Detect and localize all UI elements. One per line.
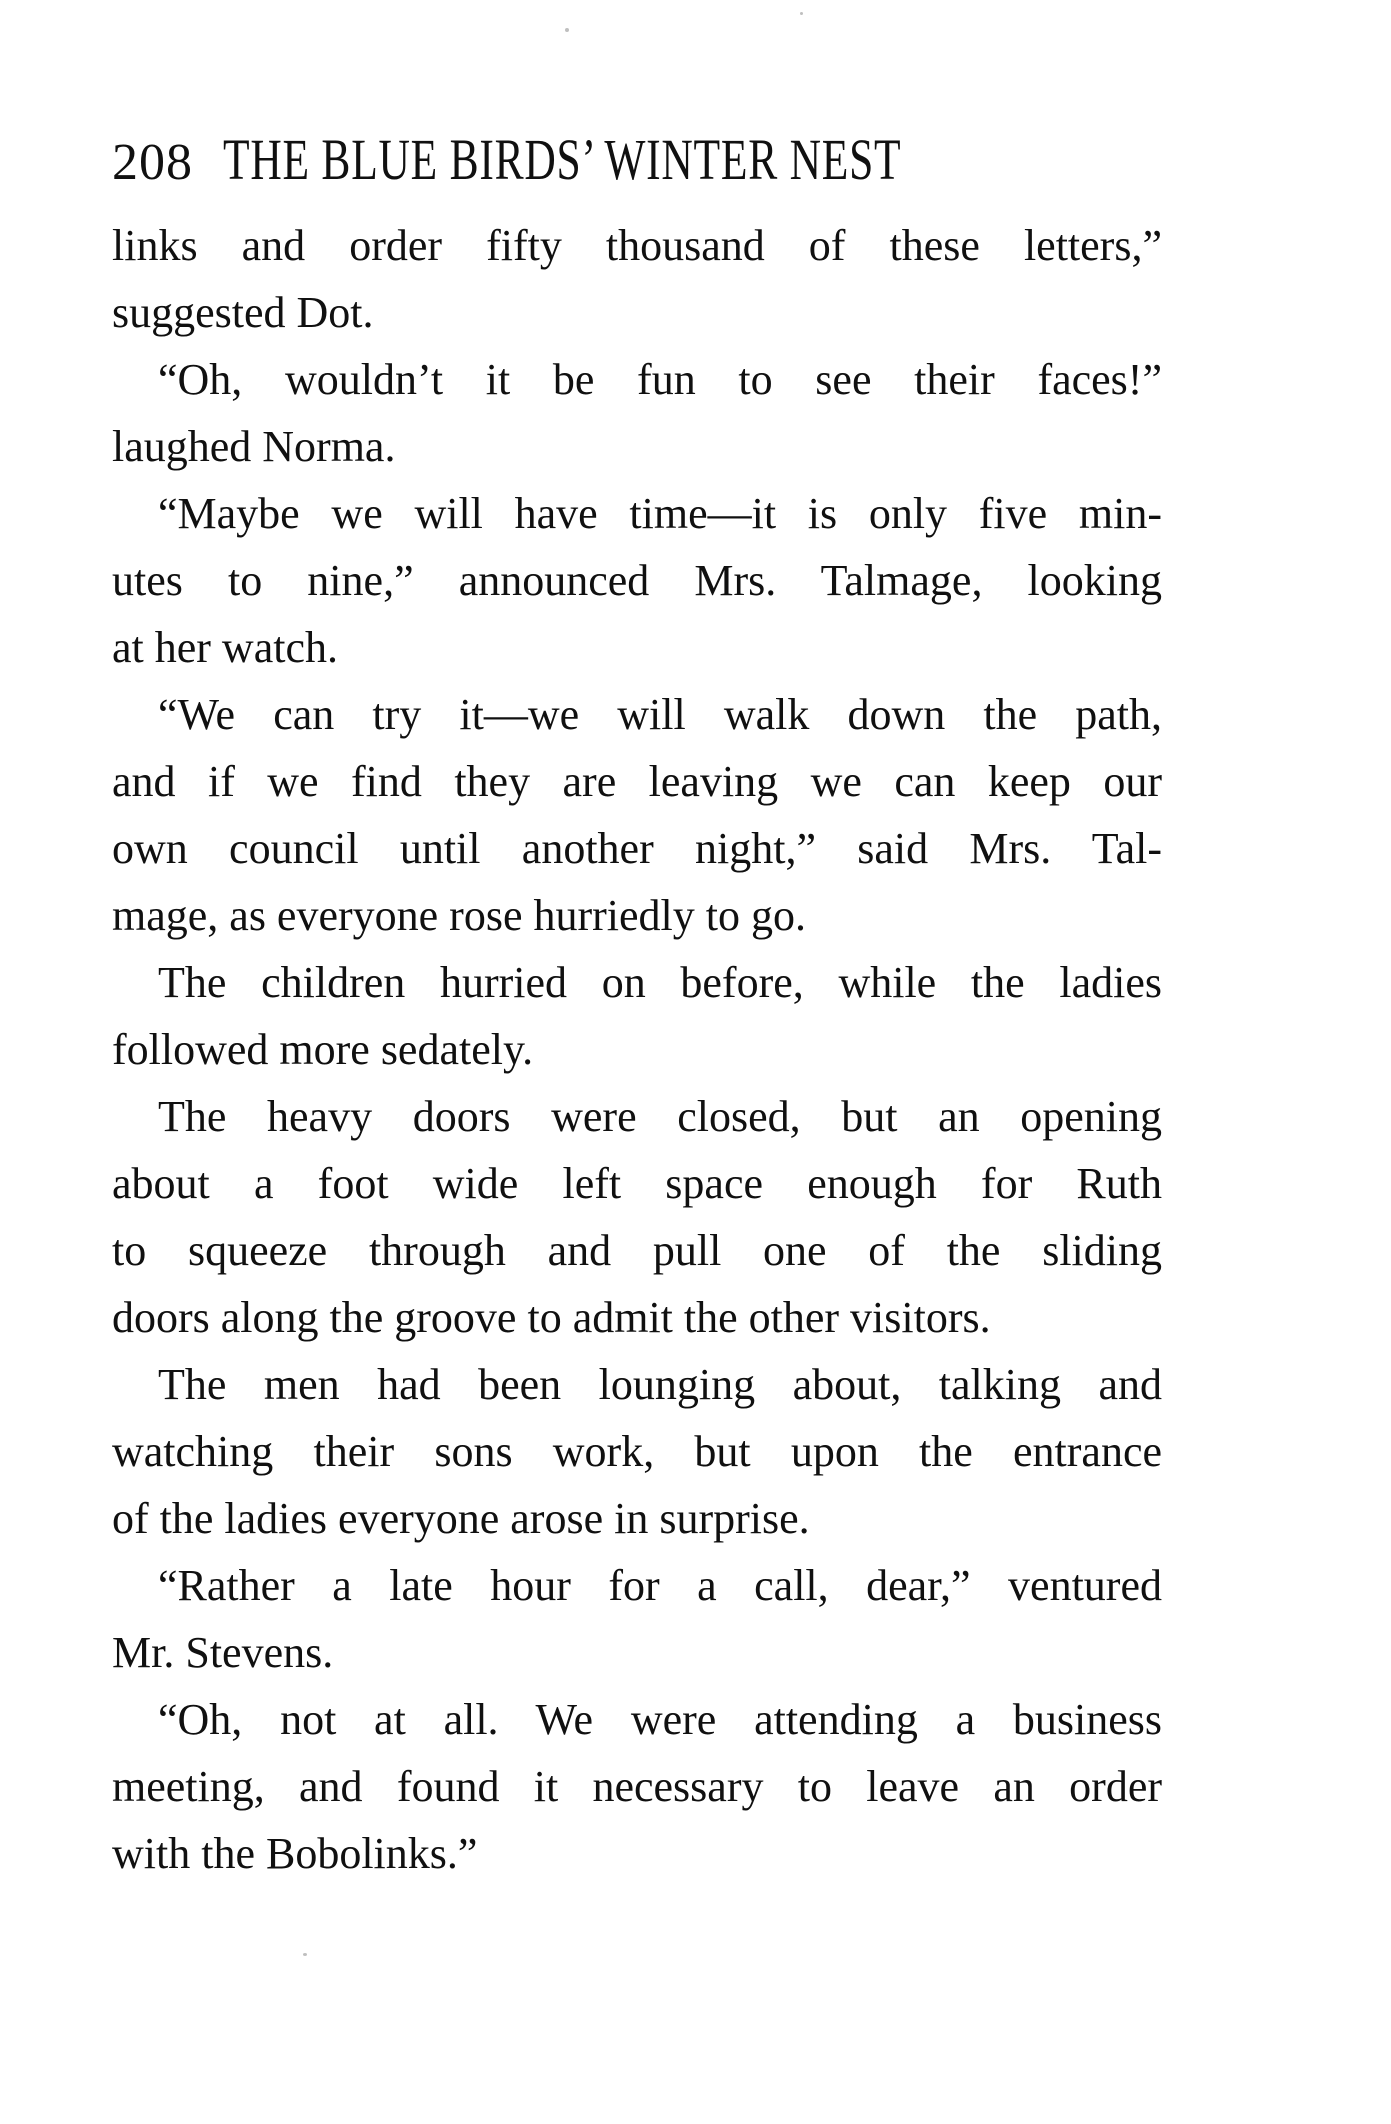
text-line: The children hurried on before, while the ladies: [158, 958, 1162, 1007]
text-line: The men had been lounging about, talking and: [158, 1360, 1162, 1409]
text-line: utes to nine,” announced Mrs. Talmage, looking: [112, 556, 1162, 605]
text-line: watching their sons work, but upon the entrance: [112, 1427, 1162, 1476]
page-body-text: [112, 212, 1162, 1887]
page-number: 208: [112, 134, 193, 191]
text-line: at her watch.: [112, 623, 338, 672]
scan-speck: [565, 28, 569, 32]
text-line: doors along the groove to admit the other visitors.: [112, 1293, 991, 1342]
scan-speck: [303, 1953, 307, 1956]
text-line: about a foot wide left space enough for Ruth: [112, 1159, 1162, 1208]
text-line: of the ladies everyone arose in surprise.: [112, 1494, 810, 1543]
text-line: with the Bobolinks.”: [112, 1829, 478, 1878]
text-line: “Rather a late hour for a call, dear,” ventured: [158, 1561, 1162, 1610]
text-line: own council until another night,” said Mrs. Tal-: [112, 824, 1162, 873]
scan-speck: [800, 12, 803, 15]
text-line: meeting, and found it necessary to leave an order: [112, 1762, 1162, 1811]
chapter-running-title: THE BLUE BIRDS’ WINTER NEST: [223, 127, 902, 192]
text-line: to squeeze through and pull one of the sliding: [112, 1226, 1162, 1275]
text-line: mage, as everyone rose hurriedly to go.: [112, 891, 806, 940]
text-line: links and order fifty thousand of these letters,”: [112, 221, 1162, 270]
text-line: laughed Norma.: [112, 422, 396, 471]
text-line: suggested Dot.: [112, 288, 374, 337]
text-line: “Oh, wouldn’t it be fun to see their faces!”: [158, 355, 1162, 404]
text-line: followed more sedately.: [112, 1025, 534, 1074]
text-line: “Oh, not at all. We were attending a business: [158, 1695, 1162, 1744]
text-line: “Maybe we will have time—it is only five min-: [158, 489, 1162, 538]
text-line: “We can try it—we will walk down the path,: [158, 690, 1162, 739]
text-line: and if we find they are leaving we can keep our: [112, 757, 1162, 806]
text-line: The heavy doors were closed, but an opening: [158, 1092, 1162, 1141]
text-line: Mr. Stevens.: [112, 1628, 334, 1677]
running-header: [112, 127, 1127, 192]
